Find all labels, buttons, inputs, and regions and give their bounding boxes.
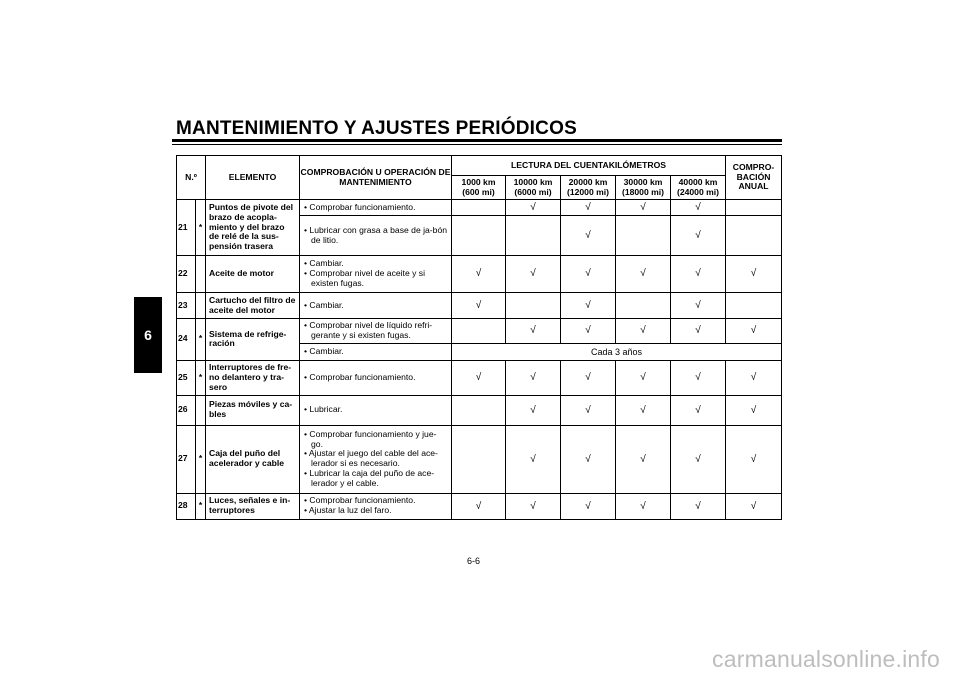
check-mark: √ bbox=[561, 493, 616, 519]
empty-cell bbox=[726, 216, 782, 256]
header-operation: COMPROBACIÓN U OPERACIÓN DE MANTENIMIENTO bbox=[300, 156, 452, 200]
table-row: 24 * Sistema de refrige-ración • Comprobar nivel de líquido refri-gerante y si existen fugas. √ √ √ √ √ bbox=[177, 319, 782, 344]
empty-cell bbox=[452, 200, 506, 216]
check-mark: √ bbox=[616, 200, 671, 216]
header-element: ELEMENTO bbox=[206, 156, 300, 200]
header-interval-5: 40000 km (24000 mi) bbox=[671, 176, 726, 200]
check-mark: √ bbox=[671, 200, 726, 216]
check-mark: √ bbox=[561, 395, 616, 425]
table-row: 25 * Interruptores de fre-no delantero y tra-sero • Comprobar funcionamiento. √ √ √ √ √ √ bbox=[177, 360, 782, 395]
maintenance-table bbox=[176, 155, 782, 520]
check-mark: √ bbox=[452, 256, 506, 293]
check-mark: √ bbox=[726, 319, 782, 344]
empty-cell bbox=[452, 395, 506, 425]
check-mark: √ bbox=[561, 425, 616, 493]
check-mark: √ bbox=[506, 493, 561, 519]
check-mark: √ bbox=[506, 360, 561, 395]
title-rule-thick bbox=[172, 139, 782, 142]
check-mark: √ bbox=[671, 360, 726, 395]
interval-note: Cada 3 años bbox=[452, 343, 782, 360]
header-interval-1: 1000 km (600 mi) bbox=[452, 176, 506, 200]
check-mark: √ bbox=[616, 425, 671, 493]
check-mark: √ bbox=[561, 200, 616, 216]
check-mark: √ bbox=[671, 493, 726, 519]
check-mark: √ bbox=[506, 256, 561, 293]
empty-cell bbox=[616, 293, 671, 319]
check-mark: √ bbox=[671, 395, 726, 425]
check-mark: √ bbox=[726, 493, 782, 519]
empty-cell bbox=[506, 293, 561, 319]
check-mark: √ bbox=[561, 256, 616, 293]
check-mark: √ bbox=[616, 319, 671, 344]
check-mark: √ bbox=[506, 319, 561, 344]
check-mark: √ bbox=[561, 360, 616, 395]
check-mark: √ bbox=[616, 360, 671, 395]
check-mark: √ bbox=[726, 395, 782, 425]
check-mark: √ bbox=[452, 293, 506, 319]
table-row: • Lubricar con grasa a base de ja-bón de litio. √ √ bbox=[177, 216, 782, 256]
check-mark: √ bbox=[671, 293, 726, 319]
table-row: 23 Cartucho del filtro de aceite del motor • Cambiar. √ √ √ bbox=[177, 293, 782, 319]
page-number: 6-6 bbox=[467, 556, 481, 566]
check-mark: √ bbox=[726, 360, 782, 395]
check-mark: √ bbox=[616, 395, 671, 425]
empty-cell bbox=[726, 293, 782, 319]
header-interval-3: 20000 km (12000 mi) bbox=[561, 176, 616, 200]
check-mark: √ bbox=[561, 216, 616, 256]
watermark: carmanualsonline.info bbox=[712, 646, 940, 672]
check-mark: √ bbox=[506, 395, 561, 425]
check-mark: √ bbox=[616, 256, 671, 293]
check-mark: √ bbox=[726, 425, 782, 493]
title-rule-thin bbox=[172, 144, 782, 145]
check-mark: √ bbox=[452, 493, 506, 519]
check-mark: √ bbox=[671, 216, 726, 256]
header-annual: COMPRO-BACIÓN ANUAL bbox=[726, 156, 782, 200]
empty-cell bbox=[726, 200, 782, 216]
header-num: N.º bbox=[177, 156, 206, 200]
empty-cell bbox=[452, 319, 506, 344]
header-interval-4: 30000 km (18000 mi) bbox=[616, 176, 671, 200]
header-odometer: LECTURA DEL CUENTAKILÓMETROS bbox=[452, 156, 726, 176]
check-mark: √ bbox=[506, 425, 561, 493]
check-mark: √ bbox=[616, 493, 671, 519]
table-row: • Cambiar. Cada 3 años bbox=[177, 343, 782, 360]
check-mark: √ bbox=[561, 293, 616, 319]
table-row: 26 Piezas móviles y ca-bles • Lubricar. √ √ √ √ √ bbox=[177, 395, 782, 425]
table-row: 21 * Puntos de pivote del brazo de acopla-miento y del brazo de relé de la sus-pensión trasera • Comprobar funcionamiento. √ √ √ √ bbox=[177, 200, 782, 216]
empty-cell bbox=[452, 216, 506, 256]
check-mark: √ bbox=[506, 200, 561, 216]
check-mark: √ bbox=[561, 319, 616, 344]
check-mark: √ bbox=[671, 319, 726, 344]
check-mark: √ bbox=[671, 256, 726, 293]
table-row: 27 * Caja del puño del acelerador y cable • Comprobar funcionamiento y jue-go. • Ajustar el juego del cable del ace-lerador si es necesario. • Lubricar la caja del puño de ace-lerador y el cable. √ √ √ √ √ bbox=[177, 425, 782, 493]
table-row: 28 * Luces, señales e in-terruptores • Comprobar funcionamiento. • Ajustar la luz del faro. √ √ √ √ √ √ bbox=[177, 493, 782, 519]
empty-cell bbox=[452, 425, 506, 493]
chapter-tab: 6 bbox=[134, 297, 162, 373]
table-row: 22 Aceite de motor • Cambiar. • Comprobar nivel de aceite y si existen fugas. √ √ √ √ √ √ bbox=[177, 256, 782, 293]
check-mark: √ bbox=[726, 256, 782, 293]
header-interval-2: 10000 km (6000 mi) bbox=[506, 176, 561, 200]
empty-cell bbox=[506, 216, 561, 256]
page-title: MANTENIMIENTO Y AJUSTES PERIÓDICOS bbox=[176, 118, 577, 139]
check-mark: √ bbox=[452, 360, 506, 395]
check-mark: √ bbox=[671, 425, 726, 493]
empty-cell bbox=[616, 216, 671, 256]
